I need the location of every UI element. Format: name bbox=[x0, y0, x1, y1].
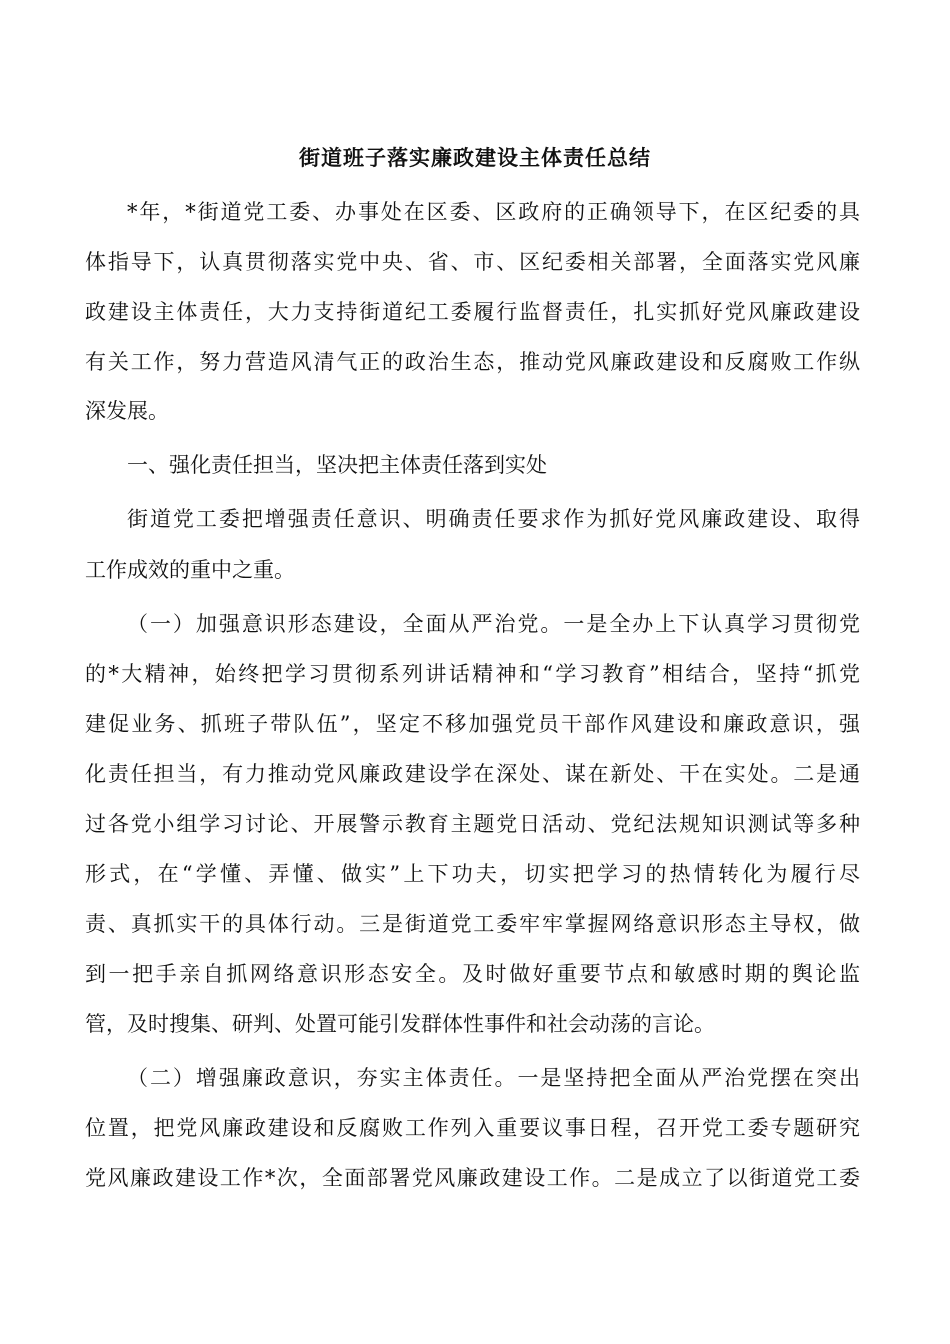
paragraph-1-line-2: 体指导下，认真贯彻落实党中央、省、市、区纪委相关部署，全面落实党风廉 bbox=[85, 250, 860, 274]
paragraph-3-line-8: 到一把手亲自抓网络意识形态安全。及时做好重要节点和敏感时期的舆论监 bbox=[85, 962, 860, 986]
paragraph-3-line-7: 责、真抓实干的具体行动。三是街道党工委牢牢掌握网络意识形态主导权，做 bbox=[85, 912, 860, 936]
section-heading-1: 一、强化责任担当，坚决把主体责任落到实处 bbox=[127, 453, 547, 477]
document-title: 街道班子落实廉政建设主体责任总结 bbox=[299, 145, 651, 170]
paragraph-3-line-3: 建促业务、抓班子带队伍”，坚定不移加强党员干部作风建设和廉政意识，强 bbox=[85, 712, 860, 736]
paragraph-1-line-1: *年，*街道党工委、办事处在区委、区政府的正确领导下，在区纪委的具 bbox=[127, 200, 860, 224]
paragraph-3-line-9: 管，及时搜集、研判、处置可能引发群体性事件和社会动荡的言论。 bbox=[85, 1012, 715, 1036]
paragraph-3-line-1: （一）加强意识形态建设，全面从严治党。一是全办上下认真学习贯彻党 bbox=[127, 612, 860, 636]
paragraph-2-line-2: 工作成效的重中之重。 bbox=[85, 558, 295, 582]
paragraph-3-line-5: 过各党小组学习讨论、开展警示教育主题党日活动、党纪法规知识测试等多种 bbox=[85, 812, 860, 836]
paragraph-1-line-3: 政建设主体责任，大力支持街道纪工委履行监督责任，扎实抓好党风廉政建设 bbox=[85, 300, 860, 324]
paragraph-1-line-5: 深发展。 bbox=[85, 399, 169, 423]
paragraph-3-line-6: 形式，在“学懂、弄懂、做实”上下功夫，切实把学习的热情转化为履行尽 bbox=[85, 862, 860, 886]
paragraph-2-line-1: 街道党工委把增强责任意识、明确责任要求作为抓好党风廉政建设、取得 bbox=[127, 507, 860, 531]
paragraph-4-line-2: 位置，把党风廉政建设和反腐败工作列入重要议事日程，召开党工委专题研究 bbox=[85, 1116, 860, 1140]
paragraph-3-line-4: 化责任担当，有力推动党风廉政建设学在深处、谋在新处、干在实处。二是通 bbox=[85, 762, 860, 786]
paragraph-4-line-3: 党风廉政建设工作*次，全面部署党风廉政建设工作。二是成立了以街道党工委 bbox=[85, 1166, 860, 1190]
paragraph-3-line-2: 的*大精神，始终把学习贯彻系列讲话精神和“学习教育”相结合，坚持“抓党 bbox=[85, 662, 860, 686]
paragraph-1-line-4: 有关工作，努力营造风清气正的政治生态，推动党风廉政建设和反腐败工作纵 bbox=[85, 350, 860, 374]
paragraph-4-line-1: （二）增强廉政意识，夯实主体责任。一是坚持把全面从严治党摆在突出 bbox=[127, 1066, 860, 1090]
